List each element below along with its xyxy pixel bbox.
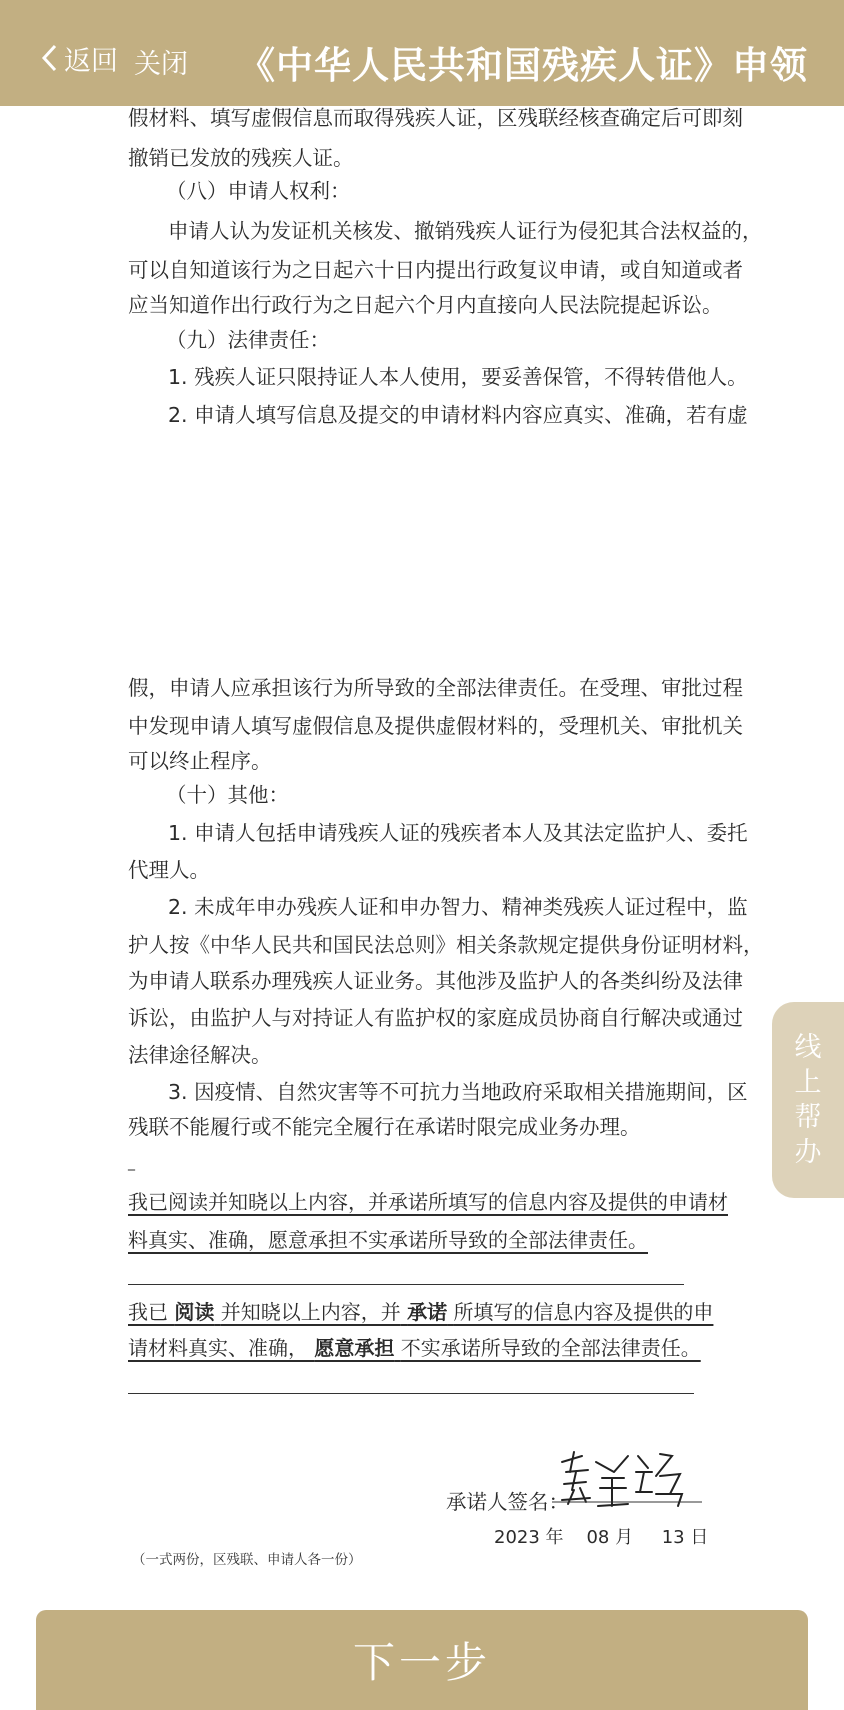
text-part: 愿意承担 (314, 1336, 395, 1360)
divider-line (128, 1284, 684, 1285)
date-month: 08 (586, 1527, 610, 1548)
top-bar (0, 0, 844, 106)
text-part: 不实承诺所导致的全部法律责任。 (400, 1336, 701, 1360)
doc-line: 护人按《中华人民共和国民法总则》相关条款规定提供身份证明材料， (128, 933, 764, 957)
date-month-unit: 月 (615, 1527, 634, 1548)
text-part: 阅读 (174, 1300, 215, 1324)
signature-date (494, 1523, 708, 1549)
divider-line (128, 1393, 694, 1394)
signature-label: 承诺人签名： (446, 1490, 569, 1514)
date-year: 2023 (494, 1527, 540, 1548)
close-button[interactable]: 关闭 (134, 49, 188, 80)
doc-line: 1. 残疾人证只限持证人本人使用，要妥善保管，不得转借他人。 (168, 365, 748, 389)
date-year-unit: 年 (545, 1527, 564, 1548)
doc-line: 诉讼，由监护人与对持证人有监护权的家庭成员协商自行解决或通过 (128, 1006, 743, 1030)
doc-line: 残联不能履行或不能完全履行在承诺时限完成业务办理。 (128, 1115, 641, 1139)
dash-mark: _ (128, 1155, 135, 1171)
back-button[interactable] (38, 38, 118, 78)
commitment-text-2 (128, 1333, 701, 1363)
doc-line: 2. 未成年申办残疾人证和申办智力、精神类残疾人证过程中，监 (168, 895, 748, 919)
doc-line: 申请人认为发证机关核发、撤销残疾人证行为侵犯其合法权益的， (168, 219, 763, 243)
signature-image (552, 1442, 702, 1522)
section-heading: （十）其他： (166, 783, 289, 807)
back-label: 返回 (64, 45, 118, 77)
text-part: 承诺 (407, 1300, 448, 1324)
next-step-button[interactable]: 下一步 (36, 1610, 808, 1710)
doc-line: 为申请人联系办理残疾人证业务。其他涉及监护人的各类纠纷及法律 (128, 969, 743, 993)
doc-line: 假材料、填写虚假信息而取得残疾人证，区残联经核查确定后可即刻 (128, 106, 743, 130)
page-title: 《中华人民共和国残疾人证》申领 (238, 44, 808, 87)
doc-line: 撤销已发放的残疾人证。 (128, 146, 354, 170)
online-help-button[interactable] (772, 1002, 844, 1198)
text-part: 并知晓以上内容，并 (220, 1300, 401, 1324)
date-day: 13 (661, 1527, 685, 1548)
doc-line: 2. 申请人填写信息及提交的申请材料内容应真实、准确，若有虚 (168, 403, 748, 427)
doc-line: 法律途径解决。 (128, 1043, 272, 1067)
text-part: 我已 (128, 1300, 168, 1324)
doc-line: 应当知道作出行政行为之日起六个月内直接向人民法院提起诉讼。 (128, 293, 723, 317)
doc-line: 中发现申请人填写虚假信息及提供虚假材料的，受理机关、审批机关 (128, 714, 743, 738)
online-help-label: 线上帮办 (794, 1032, 822, 1168)
section-heading: （九）法律责任： (166, 328, 330, 352)
commitment-text-1: 料真实、准确，愿意承担不实承诺所导致的全部法律责任。 (128, 1228, 648, 1252)
doc-line: 3. 因疫情、自然灾害等不可抗力当地政府采取相关措施期间，区 (168, 1080, 748, 1104)
chevron-left-icon (38, 42, 62, 74)
text-part: 所填写的信息内容及提供的申 (453, 1300, 714, 1324)
doc-line: 假，申请人应承担该行为所导致的全部法律责任。在受理、审批过程 (128, 676, 743, 700)
text-part: 请材料真实、准确， (128, 1336, 308, 1360)
doc-line: 可以自知道该行为之日起六十日内提出行政复议申请，或自知道或者 (128, 258, 743, 282)
doc-line: 代理人。 (128, 858, 210, 882)
date-day-unit: 日 (690, 1527, 709, 1548)
doc-line: 可以终止程序。 (128, 749, 272, 773)
doc-line: 1. 申请人包括申请残疾人证的残疾者本人及其法定监护人、委托 (168, 821, 748, 845)
copies-note: （一式两份，区残联、申请人各一份） (132, 1552, 362, 1568)
commitment-text-1: 我已阅读并知晓以上内容，并承诺所填写的信息内容及提供的申请材 (128, 1190, 728, 1214)
section-heading: （八）申请人权利： (166, 179, 351, 203)
commitment-text-2 (128, 1297, 713, 1327)
